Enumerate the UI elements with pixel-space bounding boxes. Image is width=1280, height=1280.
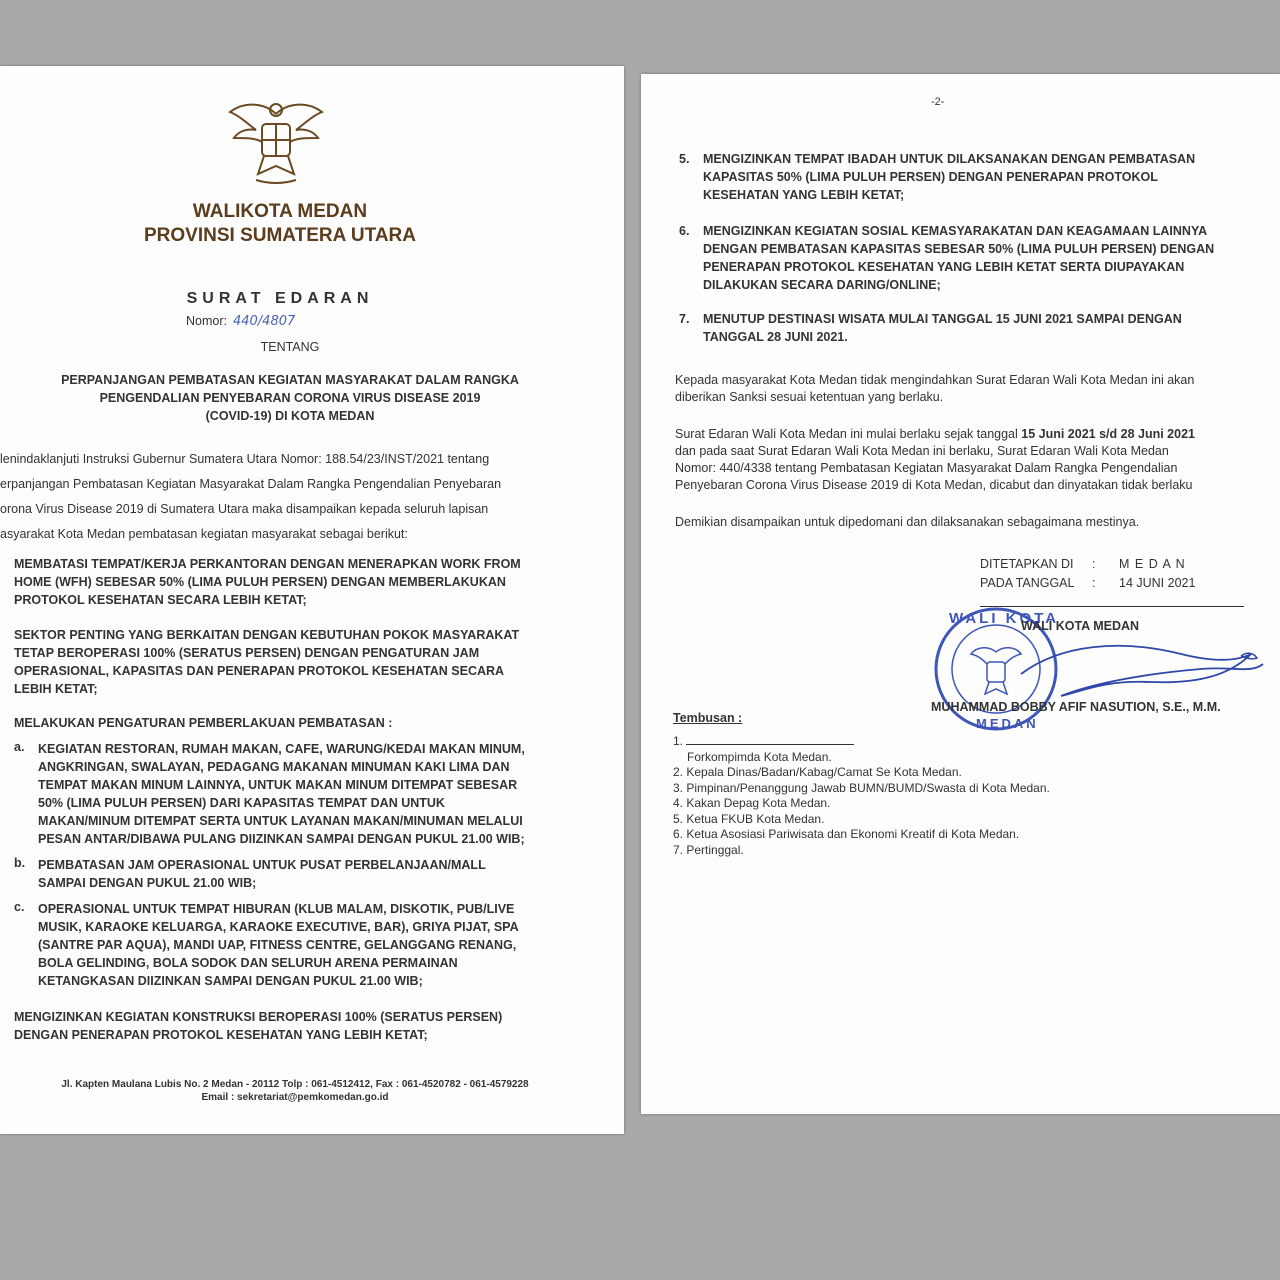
closing-paragraph: Demikian disampaikan untuk dipedomani dan dilaksanakan sebagaimana mestinya. [675,515,1140,529]
item-line: MENGIZINKAN KEGIATAN SOSIAL KEMASYARAKATAN DAN KEAGAMAAN LAINNYA [703,224,1208,238]
sanction-paragraph [675,372,1263,406]
para-line: dan pada saat Surat Edaran Wali Kota Medan ini berlaku, Surat Edaran Wali Kota Medan [675,444,1169,458]
item-line: KESEHATAN YANG LEBIH KETAT; [703,188,905,202]
list-number: 1. [673,734,684,748]
letterhead-footer [0,1078,590,1104]
list-item: 5. Ketua FKUB Kota Medan. [673,811,825,826]
intro-line: lenindaklanjuti Instruksi Gubernur Sumatera Utara Nomor: 188.54/23/INST/2021 tentang [0,452,490,466]
item-line: MEMBATASI TEMPAT/KERJA PERKANTORAN DENGAN MENERAPKAN WORK FROM [14,557,521,571]
signature-icon [1001,634,1271,704]
document-page-1 [0,66,624,1134]
footer-address: Jl. Kapten Maulana Lubis No. 2 Medan - 20112 Tolp : 061-4512412, Fax : 061-4520782 - 061-4579228 [61,1079,529,1090]
document-subject [20,371,560,425]
item-line: TETAP BEROPERASI 100% (SERATUS PERSEN) DENGAN PENGATURAN JAM [14,646,480,660]
item-line: (SANTRE PAR AQUA), MANDI UAP, FITNESS CENTRE, GELANGGANG RENANG, [38,938,517,952]
item-line: MENGIZINKAN TEMPAT IBADAH UNTUK DILAKSANAKAN DENGAN PEMBATASAN [703,152,1196,166]
item-line: ANGKRINGAN, SWALAYAN, PEDAGANG MAKANAN MINUMAN KAKI LIMA DAN [38,760,510,774]
sub-item-b-label: b. [14,856,26,870]
list-item-7 [703,310,1265,346]
sub-item-a-label: a. [14,740,25,754]
para-line: diberikan Sanksi sesuai ketentuan yang berlaku. [675,390,944,404]
intro-paragraph [0,447,584,547]
tembusan-list [673,734,1050,858]
document-number [186,314,295,329]
footer-email: Email : sekretariat@pemkomedan.go.id [201,1092,389,1103]
stamp-text-bottom: MEDAN [976,716,1039,731]
tembusan-title: Tembusan : [673,711,743,725]
signer-name: MUHAMMAD BOBBY AFIF NASUTION, S.E., M.M. [931,700,1221,714]
sub-item-a [38,740,584,848]
tanggal-value: 14 JUNI 2021 [1119,576,1196,590]
item-line: DENGAN PENERAPAN PROTOKOL KESEHATAN YANG LEBIH KETAT; [14,1028,428,1042]
tanggal-colon: : [1092,576,1096,590]
subject-line: (COVID-19) DI KOTA MEDAN [205,409,375,423]
nomor-value: 440/4807 [232,314,296,329]
intro-line: erpanjangan Pembatasan Kegiatan Masyarakat Dalam Rangka Pengendalian Penyebaran [0,477,502,491]
page-number: -2- [931,96,945,108]
ditetapkan-colon: : [1092,557,1096,571]
item-line: KEGIATAN RESTORAN, RUMAH MAKAN, CAFE, WARUNG/KEDAI MAKAN MINUM, [38,742,525,756]
ditetapkan-label: DITETAPKAN DI [980,557,1074,571]
subject-line: PENGENDALIAN PENYEBARAN CORONA VIRUS DISEASE 2019 [99,391,481,405]
item-line: PESAN ANTAR/DIBAWA PULANG DIIZINKAN SAMPAI DENGAN PUKUL 21.00 WIB; [38,832,525,846]
item-line: MUSIK, KARAOKE KELUARGA, KARAOKE EXECUTIVE, BAR), GRIYA PIJAT, SPA [38,920,519,934]
sub-item-c [38,900,584,990]
signer-title: WALI KOTA MEDAN [1021,619,1140,633]
item-line: OPERASIONAL, KAPASITAS DAN PENERAPAN PROTOKOL KESEHATAN SECARA [14,664,505,678]
item-line: MENUTUP DESTINASI WISATA MULAI TANGGAL 15 JUNI 2021 SAMPAI DENGAN [703,312,1182,326]
sub-item-b [38,856,584,892]
item-line: MAKAN/MINUM DITEMPAT SERTA UNTUK LAYANAN MAKAN/MINUMAN MELALUI [38,814,523,828]
list-item-6 [703,222,1265,294]
list-item-1 [14,555,584,609]
validity-paragraph [675,426,1263,494]
list-item: Forkompimda Kota Medan. [687,749,832,764]
tentang-label: TENTANG [260,340,320,354]
item-line: KETANGKASAN DIIZINKAN SAMPAI DENGAN PUKUL 21.00 WIB; [38,974,423,988]
para-line: Kepada masyarakat Kota Medan tidak mengindahkan Surat Edaran Wali Kota Medan ini akan [675,373,1195,387]
ditetapkan-value: M E D A N [1119,557,1186,571]
para-text: Surat Edaran Wali Kota Medan ini mulai berlaku sejak tanggal [675,427,1022,441]
garuda-emblem-icon [226,94,326,190]
tanggal-label: PADA TANGGAL [980,576,1075,590]
item-line: PEMBATASAN JAM OPERASIONAL UNTUK PUSAT PERBELANJAAN/MALL [38,858,486,872]
list-item-3: MELAKUKAN PENGATURAN PEMBERLAKUAN PEMBATASAN : [14,716,393,730]
stamp-text-top: WALI KOTA [949,610,1060,627]
issuer-line2: PROVINSI SUMATERA UTARA [144,225,416,246]
nomor-label: Nomor: [186,314,227,328]
issuer-line1: WALIKOTA MEDAN [192,201,368,222]
item-line: TANGGAL 28 JUNI 2021. [703,330,848,344]
item-line: PENERAPAN PROTOKOL KESEHATAN YANG LEBIH KETAT SERTA DIUPAYAKAN [703,260,1185,274]
para-line: Nomor: 440/4338 tentang Pembatasan Kegiatan Masyarakat Dalam Rangka Pengendalian [675,461,1178,475]
list-item-5 [703,150,1265,204]
intro-line: asyarakat Kota Medan pembatasan kegiatan masyarakat sebagai berikut: [0,527,408,541]
sub-item-c-label: c. [14,900,25,914]
item-line: 50% (LIMA PULUH PERSEN) DARI KAPASITAS TEMPAT DAN UNTUK [38,796,445,810]
issuer-header [120,200,440,248]
item-line: HOME (WFH) SEBESAR 50% (LIMA PULUH PERSEN) DENGAN MEMBERLAKUKAN [14,575,506,589]
list-item: 7. Pertinggal. [673,842,744,857]
item-line: PROTOKOL KESEHATAN SECARA LEBIH KETAT; [14,593,307,607]
para-line: Penyebaran Corona Virus Disease 2019 di Kota Medan, dicabut dan dinyatakan tidak berlaku [675,478,1193,492]
list-item: 6. Ketua Asosiasi Pariwisata dan Ekonomi Kreatif di Kota Medan. [673,827,1020,841]
item-line: BOLA GELINDING, BOLA SODOK DAN SELURUH ARENA PERMAINAN [38,956,458,970]
document-page-2 [641,74,1280,1114]
item-7-number: 7. [679,312,690,326]
item-5-number: 5. [679,152,690,166]
item-line: TEMPAT MAKAN MINUM LAINNYA, UNTUK MAKAN MINUM DITEMPAT SEBESAR [38,778,518,792]
item-line: KAPASITAS 50% (LIMA PULUH PERSEN) DENGAN PENERAPAN PROTOKOL [703,170,1158,184]
list-item: 4. Kakan Depag Kota Medan. [673,796,831,810]
validity-dates: 15 Juni 2021 s/d 28 Juni 2021 [1021,427,1195,441]
item-line: SEKTOR PENTING YANG BERKAITAN DENGAN KEBUTUHAN POKOK MASYARAKAT [14,628,520,642]
list-item-2 [14,626,584,698]
list-item: 3. Pimpinan/Penanggung Jawab BUMN/BUMD/Swasta di Kota Medan. [673,780,1050,795]
item-line: DILAKUKAN SECARA DARING/ONLINE; [703,278,941,292]
list-item-4 [14,1008,584,1044]
document-type: SURAT EDARAN [186,290,374,307]
subject-line: PERPANJANGAN PEMBATASAN KEGIATAN MASYARAKAT DALAM RANGKA [61,373,519,387]
item-6-number: 6. [679,224,690,238]
item-line: LEBIH KETAT; [14,682,98,696]
list-item [673,734,1050,750]
intro-line: orona Virus Disease 2019 di Sumatera Utara maka disampaikan kepada seluruh lapisan [0,502,489,516]
item-line: MENGIZINKAN KEGIATAN KONSTRUKSI BEROPERASI 100% (SERATUS PERSEN) [14,1010,503,1024]
para-line [675,426,1263,443]
item-line: OPERASIONAL UNTUK TEMPAT HIBURAN (KLUB MALAM, DISKOTIK, PUB/LIVE [38,902,515,916]
list-item: 2. Kepala Dinas/Badan/Kabag/Camat Se Kota Medan. [673,765,962,779]
item-line: DENGAN PEMBATASAN KAPASITAS SEBESAR 50% (LIMA PULUH PERSEN) DENGAN [703,242,1215,256]
item-line: SAMPAI DENGAN PUKUL 21.00 WIB; [38,876,257,890]
blank-line [686,736,854,745]
